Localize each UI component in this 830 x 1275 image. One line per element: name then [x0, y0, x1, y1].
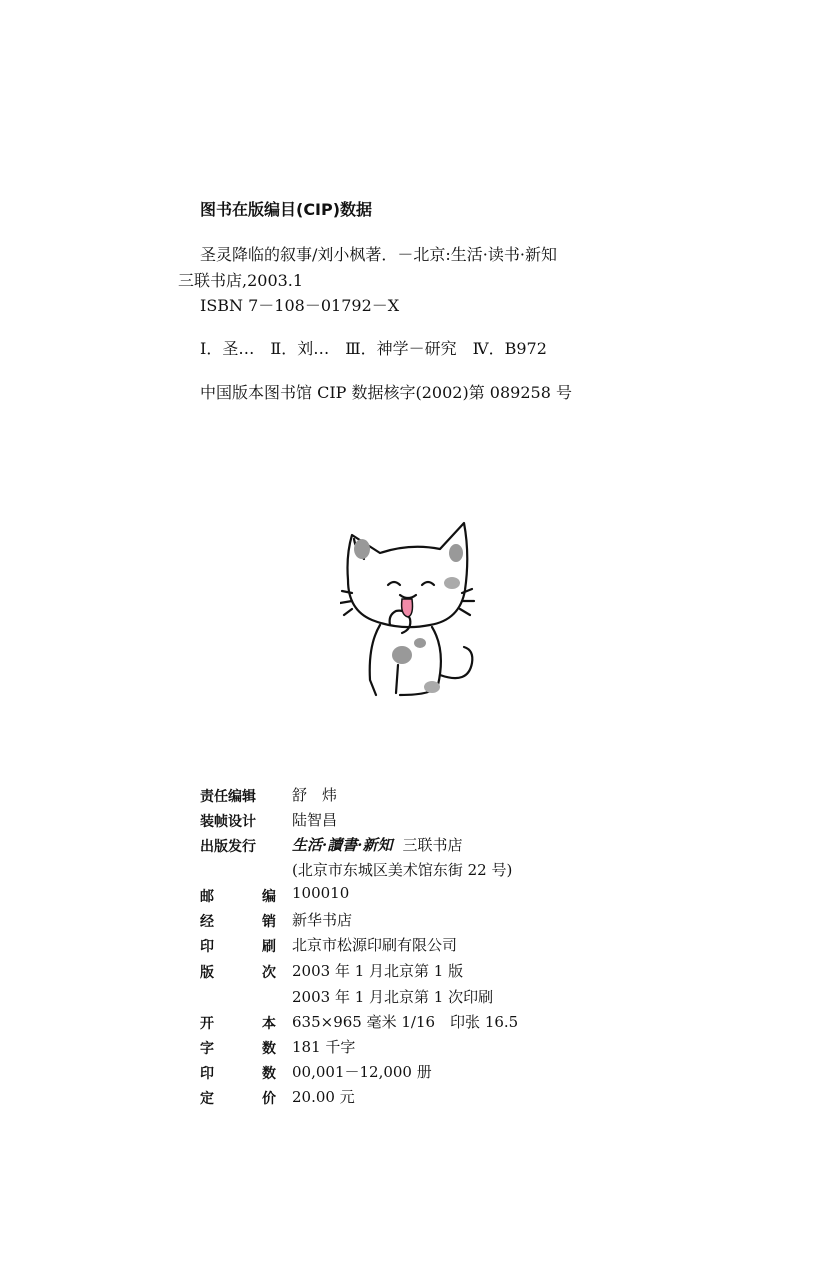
cip-heading: 图书在版编目(CIP)数据: [200, 200, 373, 219]
designer-name: 陆智昌: [292, 811, 338, 829]
label-price: 定 价: [200, 1091, 276, 1107]
cip-title-line: 圣灵降临的叙事/刘小枫著．－北京:生活·读书·新知: [200, 245, 557, 264]
printer: 北京市松源印刷有限公司: [292, 936, 458, 954]
label-printer: 印 刷: [200, 939, 276, 955]
label-postcode: 邮 编: [200, 889, 276, 905]
label-distributor: 经 销: [200, 914, 276, 930]
label-format: 开 本: [200, 1016, 276, 1032]
cip-subjects: Ⅰ．圣… Ⅱ．刘… Ⅲ．神学－研究 Ⅳ．B972: [200, 339, 547, 358]
label-edition: 版 次: [200, 965, 276, 981]
publisher-brand: 生活·讀書·新知: [292, 836, 393, 854]
edition-first: 2003 年 1 月北京第 1 版: [292, 962, 464, 980]
label-design: 装帧设计: [200, 814, 256, 830]
cip-publisher-line: 三联书店,2003.1: [178, 271, 304, 290]
publisher-address: (北京市东城区美术馆东街 22 号): [292, 861, 513, 879]
label-publisher: 出版发行: [200, 839, 256, 855]
label-copies: 印 数: [200, 1066, 276, 1082]
format: 635×965 毫米 1/16 印张 16.5: [292, 1013, 519, 1031]
label-words: 字 数: [200, 1041, 276, 1057]
price: 20.00 元: [292, 1088, 355, 1106]
editor-name: 舒 炜: [292, 786, 338, 804]
word-count: 181 千字: [292, 1038, 356, 1056]
cat-icon: [340, 515, 480, 700]
postcode: 100010: [292, 884, 350, 902]
label-editor: 责任编辑: [200, 789, 256, 805]
cip-record-number: 中国版本图书馆 CIP 数据核字(2002)第 089258 号: [200, 383, 572, 402]
publisher: [292, 834, 462, 855]
publisher-name: 三联书店: [402, 836, 463, 854]
copies: 00,001－12,000 册: [292, 1063, 432, 1081]
edition-printing: 2003 年 1 月北京第 1 次印刷: [292, 988, 494, 1006]
distributor: 新华书店: [292, 911, 353, 929]
cip-isbn: ISBN 7－108－01792－X: [200, 296, 400, 315]
